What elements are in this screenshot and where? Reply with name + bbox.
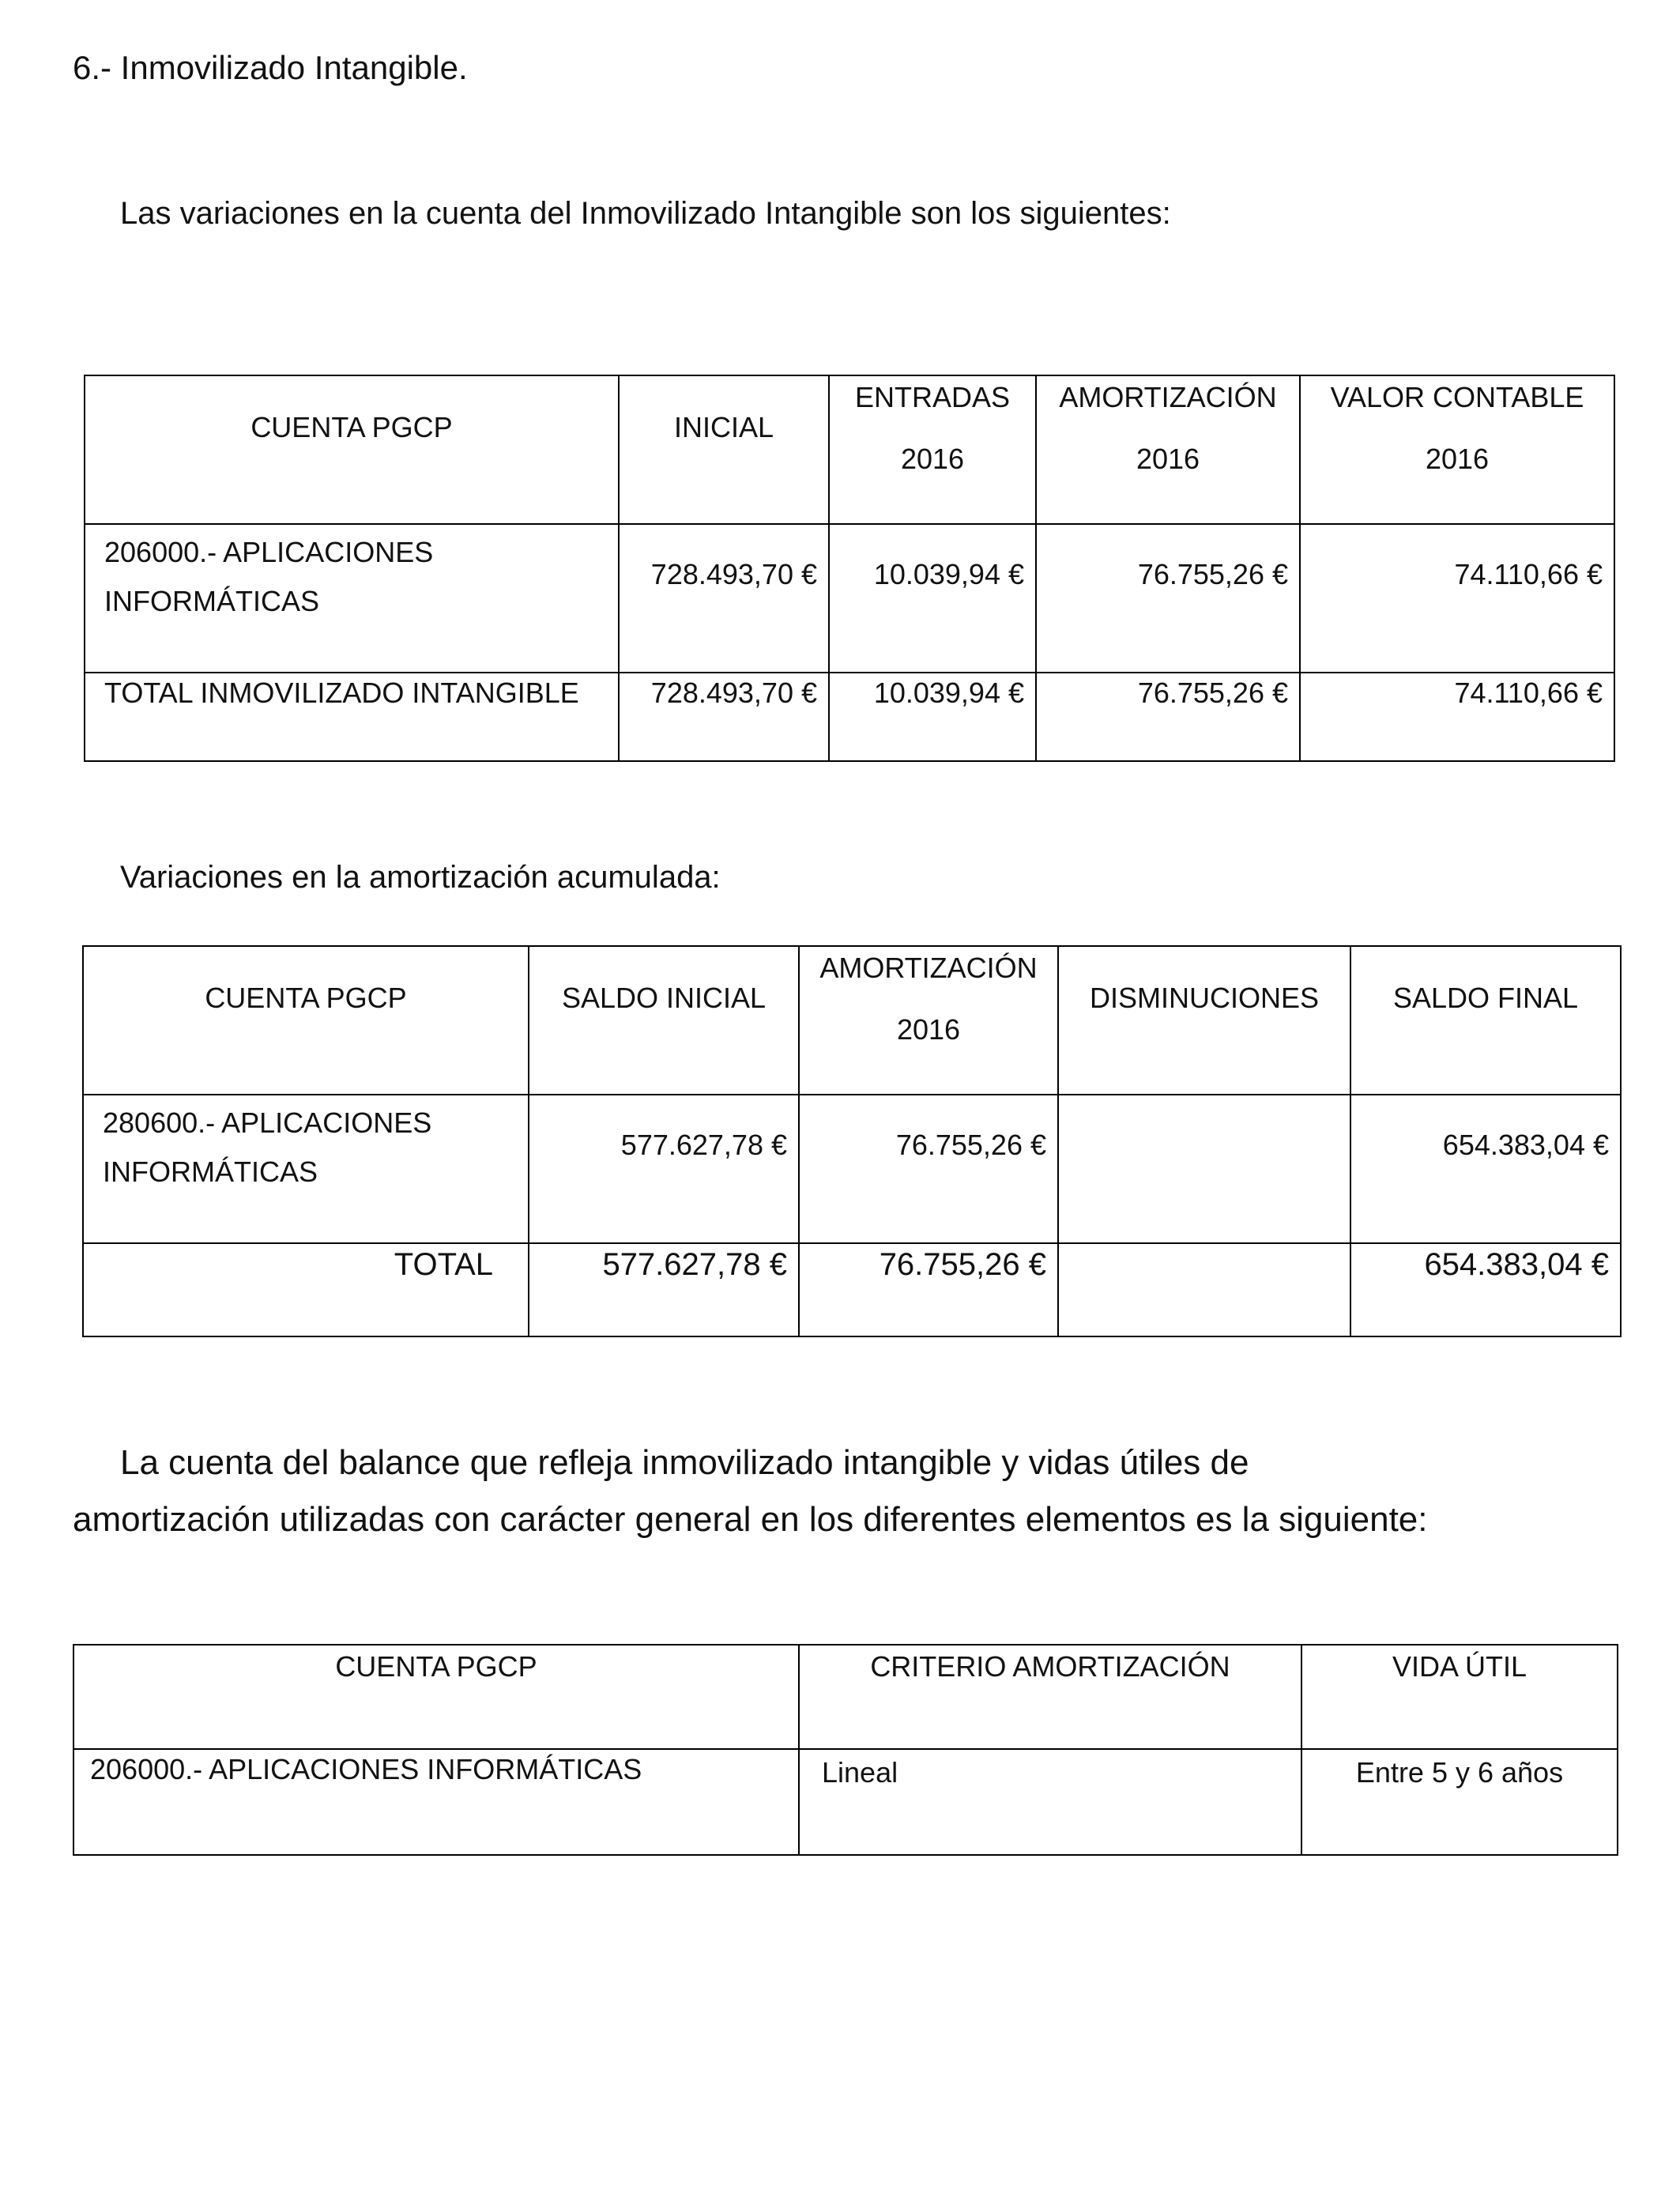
row-cuenta: 206000.- APLICACIONES INFORMÁTICAS bbox=[85, 524, 619, 673]
row-saldo-inicial: 577.627,78 € bbox=[529, 1243, 799, 1336]
intangible-variations-table bbox=[84, 375, 1615, 762]
row-cuenta: TOTAL INMOVILIZADO INTANGIBLE bbox=[85, 673, 619, 761]
header-cuenta: CUENTA PGCP bbox=[83, 946, 529, 1095]
row-inicial: 728.493,70 € bbox=[619, 673, 829, 761]
row-criterio: Lineal bbox=[799, 1749, 1301, 1855]
intro-paragraph-3-line-1: La cuenta del balance que refleja inmovilizado intangible y vidas útiles de bbox=[120, 1443, 1249, 1482]
header-disminuciones: DISMINUCIONES bbox=[1058, 946, 1350, 1095]
row-disminuciones bbox=[1058, 1095, 1350, 1243]
row-amortizacion: 76.755,26 € bbox=[799, 1243, 1058, 1336]
intro-paragraph-1: Las variaciones en la cuenta del Inmovilizado Intangible son los siguientes: bbox=[120, 196, 1171, 231]
header-entradas: ENTRADAS 2016 bbox=[829, 375, 1036, 524]
row-saldo-final: 654.383,04 € bbox=[1350, 1095, 1621, 1243]
row-cuenta: 206000.- APLICACIONES INFORMÁTICAS bbox=[73, 1749, 799, 1855]
table-row bbox=[83, 1095, 1621, 1243]
row-amortizacion: 76.755,26 € bbox=[1036, 524, 1300, 673]
header-cuenta: CUENTA PGCP bbox=[73, 1645, 799, 1749]
header-amortizacion: AMORTIZACIÓN 2016 bbox=[1036, 375, 1300, 524]
row-entradas: 10.039,94 € bbox=[829, 524, 1036, 673]
row-saldo-inicial: 577.627,78 € bbox=[529, 1095, 799, 1243]
table-row bbox=[85, 524, 1614, 673]
header-valor-contable: VALOR CONTABLE 2016 bbox=[1300, 375, 1614, 524]
useful-life-table bbox=[73, 1644, 1618, 1856]
row-valor: 74.110,66 € bbox=[1300, 673, 1614, 761]
table-header-row bbox=[73, 1645, 1618, 1749]
table-row bbox=[73, 1749, 1618, 1855]
row-amortizacion: 76.755,26 € bbox=[1036, 673, 1300, 761]
row-entradas: 10.039,94 € bbox=[829, 673, 1036, 761]
table-header-row bbox=[83, 946, 1621, 1095]
table-row-total bbox=[85, 673, 1614, 761]
row-amortizacion: 76.755,26 € bbox=[799, 1095, 1058, 1243]
row-cuenta: TOTAL bbox=[83, 1243, 529, 1336]
header-saldo-inicial: SALDO INICIAL bbox=[529, 946, 799, 1095]
table-row-total bbox=[83, 1243, 1621, 1336]
table-header-row bbox=[85, 375, 1614, 524]
row-inicial: 728.493,70 € bbox=[619, 524, 829, 673]
row-vida-util: Entre 5 y 6 años bbox=[1301, 1749, 1618, 1855]
header-criterio: CRITERIO AMORTIZACIÓN bbox=[799, 1645, 1301, 1749]
header-vida-util: VIDA ÚTIL bbox=[1301, 1645, 1618, 1749]
header-saldo-final: SALDO FINAL bbox=[1350, 946, 1621, 1095]
header-inicial: INICIAL bbox=[619, 375, 829, 524]
intro-paragraph-3-line-2: amortización utilizadas con carácter general en los diferentes elementos es la siguiente: bbox=[73, 1500, 1428, 1539]
row-cuenta: 280600.- APLICACIONES INFORMÁTICAS bbox=[83, 1095, 529, 1243]
intro-paragraph-2: Variaciones en la amortización acumulada: bbox=[120, 860, 721, 895]
header-cuenta: CUENTA PGCP bbox=[85, 375, 619, 524]
row-disminuciones bbox=[1058, 1243, 1350, 1336]
header-amortizacion: AMORTIZACIÓN 2016 bbox=[799, 946, 1058, 1095]
row-valor: 74.110,66 € bbox=[1300, 524, 1614, 673]
page-heading: 6.- Inmovilizado Intangible. bbox=[73, 49, 468, 86]
amortization-table bbox=[82, 945, 1622, 1337]
row-saldo-final: 654.383,04 € bbox=[1350, 1243, 1621, 1336]
